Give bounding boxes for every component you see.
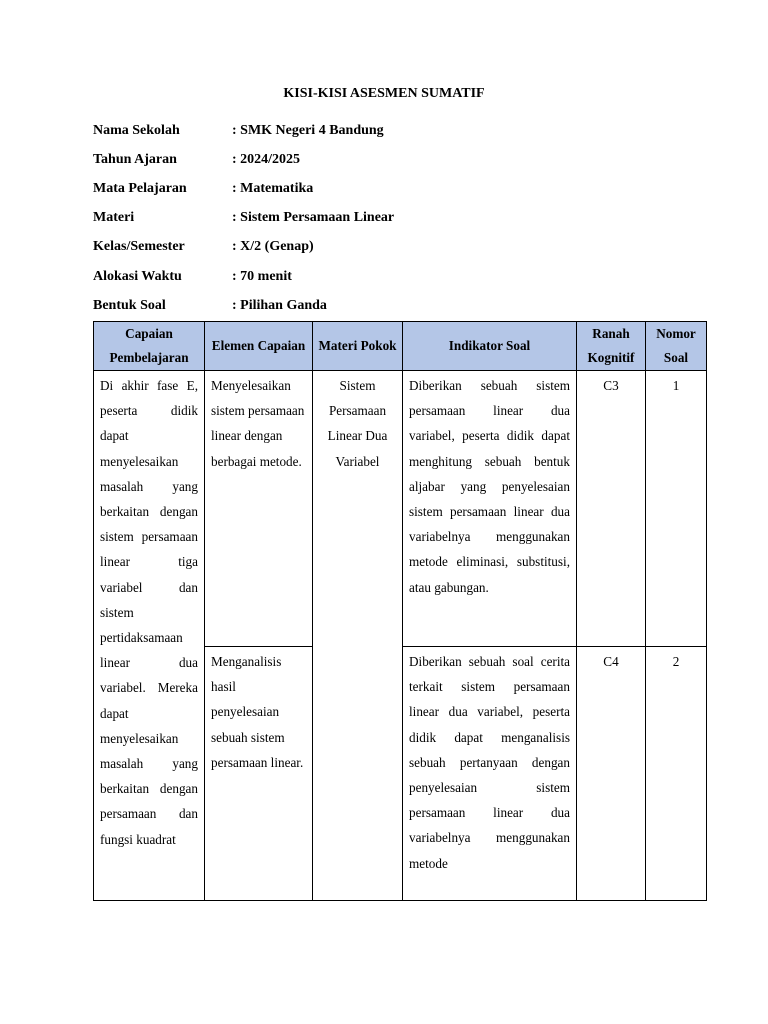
header-ranah: Ranah Kognitif — [577, 322, 646, 371]
elemen-cell: Menganalisis hasil penyelesaian sebuah sistem persamaan linear. — [205, 647, 313, 901]
meta-value: : 2024/2025 — [232, 151, 301, 167]
materi-pokok-cell: Sistem Persamaan Linear Dua Variabel — [313, 371, 403, 901]
header-capaian: Capaian Pembelajaran — [94, 322, 205, 371]
indikator-cell: Diberikan sebuah soal cerita terkait sistem persamaan linear dua variabel, peserta didik dapat menganalisis sebuah pertanyaan dengan penyelesaian sistem persamaan linear dua variabelnya menggunakan metode — [403, 647, 577, 901]
indikator-cell: Diberikan sebuah sistem persamaan linear dua variabel, peserta didik dapat menghitung sebuah bentuk aljabar yang penyelesaian sistem persamaan linear dua variabelnya menggunakan metode eliminasi, substitusi, atau gabungan. — [403, 371, 577, 647]
meta-row-format — [93, 291, 394, 320]
table-header-row — [94, 322, 707, 371]
meta-label: Alokasi Waktu — [93, 268, 182, 284]
meta-value: : Pilihan Ganda — [232, 297, 327, 313]
meta-label: Nama Sekolah — [93, 122, 180, 138]
ranah-cell: C3 — [577, 371, 646, 647]
meta-row-material — [93, 204, 394, 233]
header-materi: Materi Pokok — [313, 322, 403, 371]
capaian-pembelajaran-cell: Di akhir fase E, peserta didik dapat menyelesaikan masalah yang berkaitan dengan sistem persamaan linear tiga variabel dan sistem pertidaksamaan linear dua variabel. Mereka dapat menyelesaikan masalah yang berkaitan dengan persamaan dan fungsi kuadrat — [94, 371, 205, 901]
meta-row-subject — [93, 174, 394, 203]
meta-value: : 70 menit — [232, 268, 292, 284]
ranah-cell: C4 — [577, 647, 646, 901]
header-elemen: Elemen Capaian — [205, 322, 313, 371]
meta-value: : X/2 (Genap) — [232, 239, 314, 255]
meta-label: Mata Pelajaran — [93, 180, 187, 196]
meta-label: Tahun Ajaran — [93, 151, 177, 167]
meta-value: : Sistem Persamaan Linear — [232, 210, 395, 226]
meta-row-school — [93, 116, 394, 145]
meta-label: Bentuk Soal — [93, 297, 166, 313]
meta-label: Materi — [93, 210, 135, 226]
meta-row-class — [93, 233, 394, 262]
table-row — [94, 371, 707, 647]
meta-row-time — [93, 262, 394, 291]
assessment-grid-table — [93, 321, 707, 901]
document-title: KISI-KISI ASESMEN SUMATIF — [283, 86, 485, 101]
header-nomor: Nomor Soal — [646, 322, 707, 371]
header-indikator: Indikator Soal — [403, 322, 577, 371]
nomor-cell: 1 — [646, 371, 707, 647]
meta-label: Kelas/Semester — [93, 239, 185, 255]
nomor-cell: 2 — [646, 647, 707, 901]
elemen-cell: Menyelesaikan sistem persamaan linear dengan berbagai metode. — [205, 371, 313, 647]
document-metadata — [93, 116, 394, 320]
meta-value: : Matematika — [232, 180, 314, 196]
meta-value: : SMK Negeri 4 Bandung — [232, 122, 384, 138]
meta-row-year — [93, 145, 394, 174]
